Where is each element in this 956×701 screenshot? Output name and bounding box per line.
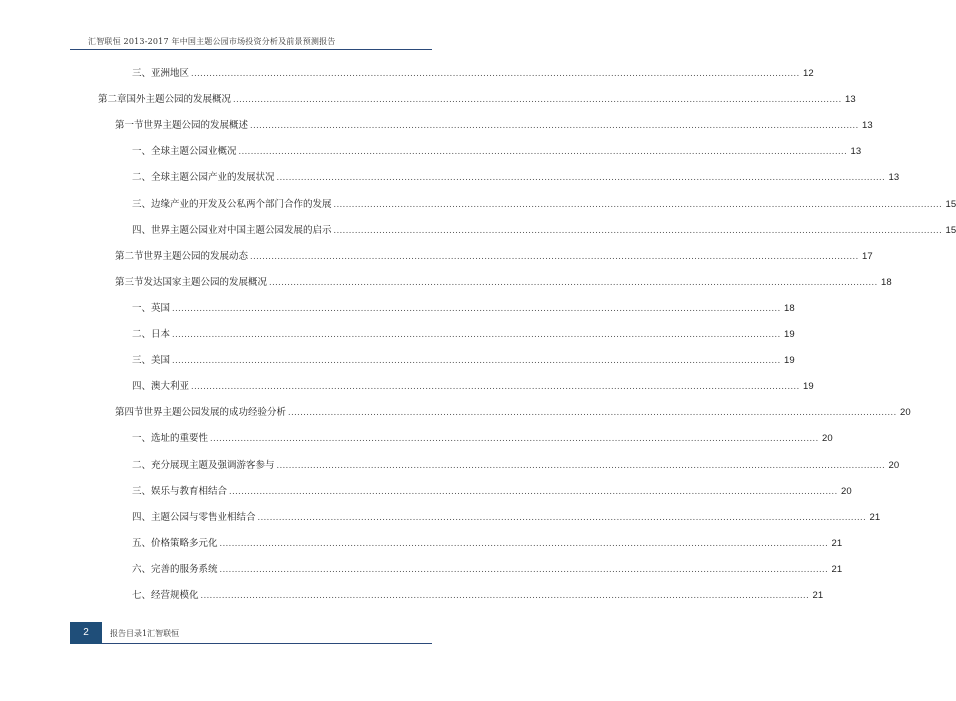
toc-entry-number: 第二节 bbox=[115, 250, 144, 262]
toc-leader-dots: ........................................................................................................................................................................................................ bbox=[250, 251, 859, 261]
toc-leader-dots: ........................................................................................................................................................................................................ bbox=[333, 199, 943, 209]
toc-entry[interactable] bbox=[132, 224, 956, 237]
toc-entry[interactable] bbox=[115, 276, 892, 289]
toc-entry-page: 21 bbox=[831, 563, 843, 575]
toc-entry[interactable] bbox=[132, 537, 843, 550]
toc-entry-title: 选址的重要性 bbox=[151, 433, 209, 445]
toc-entry-title: 英国 bbox=[151, 302, 171, 314]
footer-rule bbox=[102, 643, 432, 644]
toc-entry-number: 四、 bbox=[132, 511, 152, 523]
toc-entry[interactable] bbox=[132, 485, 852, 498]
toc-entry-number: 三、 bbox=[132, 485, 152, 497]
toc-entry[interactable] bbox=[132, 511, 881, 524]
toc-leader-dots: ........................................................................................................................................................................................................ bbox=[238, 147, 848, 157]
toc-leader-dots: ........................................................................................................................................................................................................ bbox=[257, 512, 867, 522]
toc-entry-page: 20 bbox=[888, 459, 900, 471]
toc-entry-number: 六、 bbox=[132, 563, 152, 575]
toc-entry[interactable] bbox=[115, 407, 911, 419]
toc-entry-title: 美国 bbox=[151, 355, 171, 367]
toc-leader-dots: ........................................................................................................................................................................................................ bbox=[276, 460, 886, 470]
toc-entry-title: 日本 bbox=[151, 329, 171, 340]
toc-leader-dots: ........................................................................................................................................................................................................ bbox=[288, 408, 897, 418]
toc-leader-dots: ........................................................................................................................................................................................................ bbox=[233, 95, 842, 105]
toc-entry-page: 20 bbox=[841, 485, 852, 497]
toc-entry-page: 12 bbox=[803, 68, 814, 79]
toc-entry[interactable] bbox=[132, 381, 814, 393]
toc-entry-number: 一、 bbox=[132, 302, 152, 314]
toc-entry-title: 亚洲地区 bbox=[151, 68, 190, 79]
toc-entry-page: 19 bbox=[784, 329, 795, 340]
toc-leader-dots: ........................................................................................................................................................................................................ bbox=[200, 591, 810, 600]
toc-entry-page: 19 bbox=[803, 381, 814, 393]
header-rule bbox=[70, 49, 432, 50]
toc-entry-title: 完善的服务系统 bbox=[151, 563, 218, 575]
toc-entry-page: 13 bbox=[888, 172, 900, 184]
toc-entry-title: 世界主题公园的发展动态 bbox=[143, 250, 249, 262]
toc-entry-title: 充分展现主题及强调游客参与 bbox=[151, 459, 275, 471]
toc-entry-title: 世界主题公园业对中国主题公园发展的启示 bbox=[151, 224, 332, 236]
toc-entry-page: 15 bbox=[945, 224, 956, 236]
toc-entry-number: 一、 bbox=[132, 433, 152, 445]
toc-entry-page: 13 bbox=[845, 94, 856, 106]
toc-entry-page: 19 bbox=[784, 355, 795, 367]
toc-entry-number: 第一节 bbox=[115, 120, 144, 132]
toc-entry-number: 四、 bbox=[132, 381, 152, 393]
toc-leader-dots: ........................................................................................................................................................................................................ bbox=[210, 434, 819, 444]
toc-entry-number: 七、 bbox=[132, 590, 152, 601]
toc-entry-number: 第三节 bbox=[115, 276, 144, 288]
toc-entry-page: 18 bbox=[784, 302, 795, 314]
toc-entry-title: 价格策略多元化 bbox=[151, 537, 218, 549]
toc-entry[interactable] bbox=[132, 68, 814, 80]
toc-entry-page: 17 bbox=[862, 250, 873, 262]
toc-entry[interactable] bbox=[132, 329, 795, 341]
toc-leader-dots: ........................................................................................................................................................................................................ bbox=[191, 69, 800, 78]
toc-entry-page: 20 bbox=[900, 407, 911, 419]
toc-entry[interactable] bbox=[98, 94, 856, 106]
toc-entry[interactable] bbox=[132, 433, 833, 445]
toc-entry-title: 全球主题公园业概况 bbox=[151, 146, 237, 158]
toc-entry-number: 三、 bbox=[132, 198, 152, 210]
toc-entry[interactable] bbox=[115, 250, 873, 263]
toc-entry-title: 全球主题公园产业的发展状况 bbox=[151, 172, 275, 184]
toc-entry-number: 三、 bbox=[132, 355, 152, 367]
toc-leader-dots: ........................................................................................................................................................................................................ bbox=[269, 277, 878, 287]
toc-leader-dots: ........................................................................................................................................................................................................ bbox=[172, 356, 781, 366]
toc-entry-title: 经营规模化 bbox=[151, 590, 199, 601]
toc-entry-number: 第二章 bbox=[98, 94, 127, 106]
toc-entry-number: 第四节 bbox=[115, 407, 144, 419]
toc-entry[interactable] bbox=[132, 590, 824, 602]
toc-entry-title: 世界主题公园发展的成功经验分析 bbox=[143, 407, 287, 419]
toc-entry-title: 边缘产业的开发及公私两个部门合作的发展 bbox=[151, 198, 332, 210]
toc-leader-dots: ........................................................................................................................................................................................................ bbox=[191, 382, 800, 392]
toc-entry-page: 18 bbox=[881, 276, 892, 288]
toc-entry-number: 二、 bbox=[132, 329, 152, 340]
toc-entry-number: 三、 bbox=[132, 68, 152, 79]
toc-entry[interactable] bbox=[132, 146, 862, 158]
toc-leader-dots: ........................................................................................................................................................................................................ bbox=[219, 538, 829, 548]
toc-leader-dots: ........................................................................................................................................................................................................ bbox=[172, 330, 781, 339]
toc-entry-title: 国外主题公园的发展概况 bbox=[126, 94, 232, 106]
toc-leader-dots: ........................................................................................................................................................................................................ bbox=[172, 303, 781, 313]
toc-entry-page: 20 bbox=[822, 433, 833, 445]
toc-entry-title: 娱乐与教育相结合 bbox=[151, 485, 228, 497]
toc-leader-dots: ........................................................................................................................................................................................................ bbox=[333, 225, 943, 235]
toc-leader-dots: ........................................................................................................................................................................................................ bbox=[229, 486, 838, 496]
toc-entry-number: 二、 bbox=[132, 459, 152, 471]
page-header: 汇智联恒 2013-2017 年中国主题公园市场投资分析及前景预测报告 bbox=[88, 37, 336, 46]
toc-leader-dots: ........................................................................................................................................................................................................ bbox=[219, 564, 829, 574]
footer-text: 报告目录1汇智联恒 bbox=[110, 629, 180, 638]
toc-entry-title: 世界主题公园的发展概述 bbox=[143, 120, 249, 132]
toc-entry-page: 13 bbox=[850, 146, 862, 158]
footer-page-number: 2 bbox=[70, 622, 102, 644]
toc-entry[interactable] bbox=[132, 355, 795, 367]
toc-entry-page: 13 bbox=[862, 120, 873, 132]
toc-entry-number: 五、 bbox=[132, 537, 152, 549]
toc-leader-dots: ........................................................................................................................................................................................................ bbox=[276, 173, 886, 183]
toc-leader-dots: ........................................................................................................................................................................................................ bbox=[250, 121, 859, 131]
toc-entry-title: 主题公园与零售业相结合 bbox=[151, 511, 256, 523]
toc-entry[interactable] bbox=[132, 459, 900, 472]
toc-entry-number: 一、 bbox=[132, 146, 152, 158]
toc-entry-title: 发达国家主题公园的发展概况 bbox=[143, 276, 268, 288]
toc-entry[interactable] bbox=[132, 198, 956, 211]
toc-entry-page: 15 bbox=[945, 198, 956, 210]
toc-entry[interactable] bbox=[115, 120, 873, 132]
toc-entry-number: 四、 bbox=[132, 224, 152, 236]
toc-entry[interactable] bbox=[132, 563, 843, 576]
toc-entry-page: 21 bbox=[812, 590, 824, 601]
toc-entry-number: 二、 bbox=[132, 172, 152, 184]
toc-entry[interactable] bbox=[132, 302, 795, 315]
toc-entry-page: 21 bbox=[869, 511, 881, 523]
toc-entry[interactable] bbox=[132, 172, 900, 184]
toc-entry-page: 21 bbox=[831, 537, 843, 549]
toc-entry-title: 澳大利亚 bbox=[151, 381, 190, 393]
